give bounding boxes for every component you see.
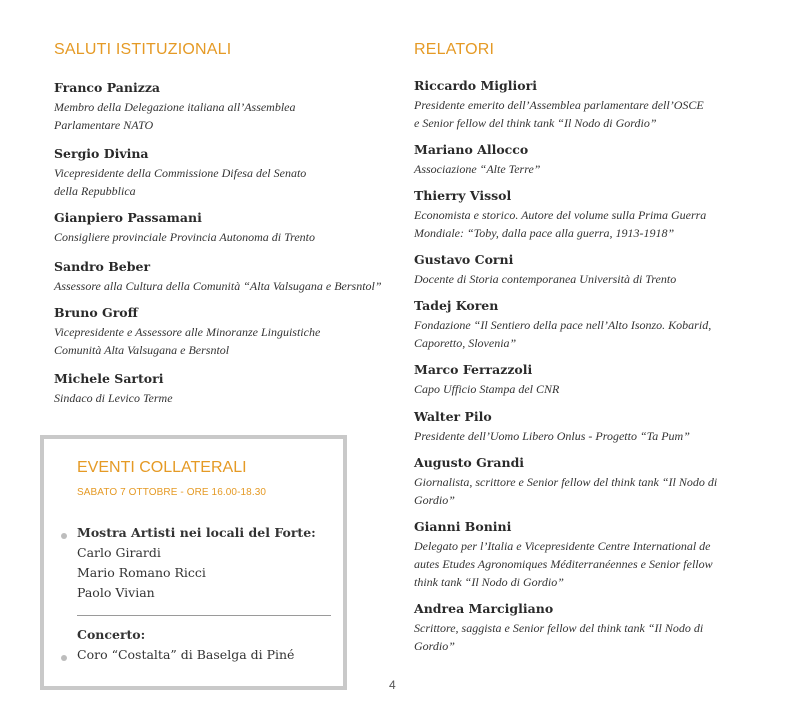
person-role: Presidente dell’Uomo Libero Onlus - Progetto “Ta Pum” xyxy=(414,429,690,443)
events-date: SABATO 7 OTTOBRE - ORE 16.00-18.30 xyxy=(77,487,267,498)
person-entry xyxy=(414,297,754,352)
person-name: Sergio Divina xyxy=(54,146,149,161)
person-name: Gianni Bonini xyxy=(414,519,512,534)
person-name: Riccardo Migliori xyxy=(414,78,537,93)
saluti-title: SALUTI ISTITUZIONALI xyxy=(54,41,232,58)
person-role: Assessore alla Cultura della Comunità “Alta Valsugana e Bersntol” xyxy=(54,279,382,293)
person-role: Fondazione “Il Sentiero della pace nell’Alto Isonzo. Kobarid, Caporetto, Slovenia” xyxy=(414,318,712,350)
person-entry xyxy=(54,304,354,359)
person-name: Andrea Marcigliano xyxy=(414,601,554,616)
exhibit-title: Mostra Artisti nei locali del Forte: xyxy=(77,525,316,540)
person-role: Sindaco di Levico Terme xyxy=(54,391,173,405)
person-entry xyxy=(414,77,754,132)
person-entry xyxy=(414,361,754,398)
person-entry xyxy=(54,145,354,200)
bullet-icon xyxy=(61,655,67,661)
artist-name: Carlo Girardi xyxy=(77,545,161,560)
person-name: Michele Sartori xyxy=(54,371,164,386)
person-role: Scrittore, saggista e Senior fellow del think tank “Il Nodo di Gordio” xyxy=(414,621,704,653)
person-entry xyxy=(414,187,754,242)
events-title: EVENTI COLLATERALI xyxy=(77,459,247,476)
relatori-title: RELATORI xyxy=(414,41,495,58)
person-role: Vicepresidente della Commissione Difesa del Senato della Repubblica xyxy=(54,166,307,198)
concert-title: Concerto: xyxy=(77,627,146,642)
person-role: Presidente emerito dell’Assemblea parlamentare dell’OSCE e Senior fellow del think tank “Il Nodo di Gordio” xyxy=(414,98,704,130)
person-role: Capo Ufficio Stampa del CNR xyxy=(414,382,560,396)
person-name: Thierry Vissol xyxy=(414,188,512,203)
artist-name: Mario Romano Ricci xyxy=(77,565,206,580)
bullet-icon xyxy=(61,533,67,539)
person-role: Membro della Delegazione italiana all’Assemblea Parlamentare NATO xyxy=(54,100,296,132)
person-role: Economista e storico. Autore del volume sulla Prima Guerra Mondiale: “Toby, dalla pace alla guerra, 1913-1918” xyxy=(414,208,707,240)
person-entry xyxy=(414,141,754,178)
artist-name: Paolo Vivian xyxy=(77,585,155,600)
person-entry xyxy=(54,79,354,134)
person-role: Docente di Storia contemporanea Università di Trento xyxy=(414,272,677,286)
person-name: Tadej Koren xyxy=(414,298,499,313)
person-role: Consigliere provinciale Provincia Autonoma di Trento xyxy=(54,230,315,244)
person-entry xyxy=(414,251,754,288)
person-role: Giornalista, scrittore e Senior fellow del think tank “Il Nodo di Gordio” xyxy=(414,475,718,507)
person-entry xyxy=(54,209,354,246)
person-entry xyxy=(54,258,382,295)
events-box xyxy=(40,435,347,690)
page-number: 4 xyxy=(389,678,396,692)
divider xyxy=(77,615,331,616)
person-name: Bruno Groff xyxy=(54,305,138,320)
person-name: Mariano Allocco xyxy=(414,142,529,157)
person-entry xyxy=(54,370,354,407)
concert-item: Coro “Costalta” di Baselga di Piné xyxy=(77,647,295,662)
person-name: Walter Pilo xyxy=(414,409,492,424)
person-name: Augusto Grandi xyxy=(414,455,525,470)
person-name: Franco Panizza xyxy=(54,80,161,95)
person-name: Gianpiero Passamani xyxy=(54,210,202,225)
person-entry xyxy=(414,408,754,445)
person-role: Vicepresidente e Assessore alle Minoranze Linguistiche Comunità Alta Valsugana e Bersntol xyxy=(54,325,321,357)
person-name: Gustavo Corni xyxy=(414,252,514,267)
person-entry xyxy=(414,454,754,509)
person-name: Sandro Beber xyxy=(54,259,151,274)
person-entry xyxy=(414,600,754,655)
person-role: Delegato per l’Italia e Vicepresidente Centre International de autes Etudes Agronomiques Méditerranéennes e Senior fellow think tank “Il Nodo di Gordio” xyxy=(414,539,713,589)
person-name: Marco Ferrazzoli xyxy=(414,362,533,377)
person-entry xyxy=(414,518,754,591)
person-role: Associazione “Alte Terre” xyxy=(414,162,541,176)
